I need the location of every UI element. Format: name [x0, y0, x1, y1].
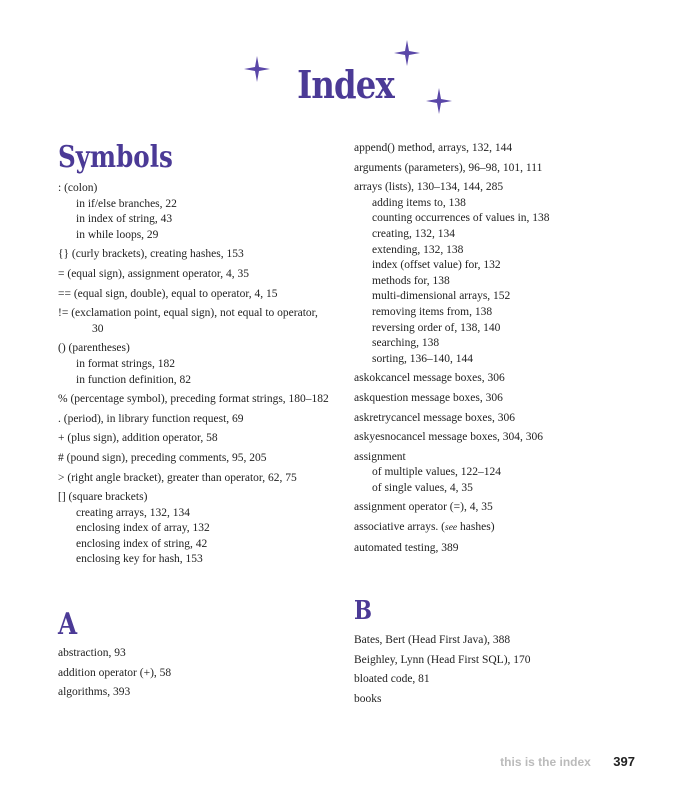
index-subentry: multi-dimensional arrays, 152 — [372, 290, 511, 303]
index-entry: [] (square brackets) — [58, 491, 148, 504]
index-subentry: extending, 132, 138 — [372, 243, 464, 256]
index-subentry: of multiple values, 122–124 — [372, 466, 502, 479]
a-continued-entries — [354, 141, 654, 556]
see-target: hashes) — [457, 521, 495, 534]
index-entry: arguments (parameters), 96–98, 101, 111 — [354, 161, 543, 174]
index-entry: arrays (lists), 130–134, 144, 285 — [354, 181, 504, 194]
index-subentry: in function definition, 82 — [76, 373, 191, 386]
index-subentry: creating, 132, 134 — [372, 227, 456, 240]
index-entry: append() method, arrays, 132, 144 — [354, 142, 513, 154]
index-entry: askokcancel message boxes, 306 — [354, 372, 505, 385]
a-entries — [58, 646, 343, 701]
index-subentry: reversing order of, 138, 140 — [372, 321, 501, 334]
footer-label: this is the index — [500, 755, 591, 769]
index-entry: addition operator (+), 58 — [58, 666, 172, 679]
index-subentry: searching, 138 — [372, 337, 440, 350]
see-word: see — [445, 523, 458, 534]
index-subentry: index (offset value) for, 132 — [372, 259, 501, 272]
index-entry: = (equal sign), assignment operator, 4, 35 — [58, 267, 249, 280]
index-subentry: creating arrays, 132, 134 — [76, 506, 191, 519]
index-subentry: counting occurrences of values in, 138 — [372, 212, 550, 225]
index-entry: . (period), in library function request, 69 — [58, 412, 244, 425]
index-subentry: enclosing index of string, 42 — [76, 537, 208, 550]
index-entry: books — [354, 692, 382, 705]
index-entry: abstraction, 93 — [58, 647, 126, 659]
page-title: Index — [297, 62, 394, 107]
index-entry: {} (curly brackets), creating hashes, 153 — [58, 248, 244, 261]
page-number: 397 — [613, 754, 635, 769]
index-entry: askretrycancel message boxes, 306 — [354, 411, 515, 424]
index-entry: : (colon) — [58, 182, 98, 194]
index-entry: Bates, Bert (Head First Java), 388 — [354, 634, 511, 646]
index-subentry: sorting, 136–140, 144 — [372, 352, 473, 365]
index-entry: algorithms, 393 — [58, 686, 131, 699]
index-entry: == (equal sign, double), equal to operator, 4, 15 — [58, 287, 278, 300]
index-entry: () (parentheses) — [58, 342, 130, 355]
index-subentry: in index of string, 43 — [76, 213, 173, 226]
index-subentry: removing items from, 138 — [372, 305, 493, 318]
page-footer — [500, 753, 635, 771]
index-entry-continuation: 30 — [92, 322, 104, 335]
index-subentry: in while loops, 29 — [76, 228, 159, 241]
index-entry-see-reference — [354, 520, 654, 537]
index-entry: Beighley, Lynn (Head First SQL), 170 — [354, 653, 531, 666]
index-entry: assignment — [354, 450, 406, 463]
index-subentry: methods for, 138 — [372, 274, 450, 287]
index-subentry: enclosing index of array, 132 — [76, 522, 210, 535]
section-heading-symbols: Symbols — [58, 140, 173, 175]
index-subentry: of single values, 4, 35 — [372, 481, 473, 494]
index-entry: askquestion message boxes, 306 — [354, 391, 503, 404]
index-subentry: enclosing key for hash, 153 — [76, 553, 203, 566]
section-heading-a: A — [58, 607, 78, 642]
index-entry: # (pound sign), preceding comments, 95, 205 — [58, 451, 267, 464]
index-entry: + (plus sign), addition operator, 58 — [58, 432, 218, 445]
index-entry: automated testing, 389 — [354, 541, 459, 554]
section-heading-b: B — [354, 596, 373, 626]
b-entries — [354, 633, 654, 707]
see-prefix: associative arrays. ( — [354, 521, 446, 534]
index-subentry: in if/else branches, 22 — [76, 197, 177, 210]
index-entry: bloated code, 81 — [354, 673, 430, 686]
symbols-entries — [58, 181, 343, 568]
index-entry: askyesnocancel message boxes, 304, 306 — [354, 431, 544, 444]
index-subentry: adding items to, 138 — [372, 196, 466, 209]
index-entry: != (exclamation point, equal sign), not equal to operator, — [58, 307, 318, 320]
index-entry: assignment operator (=), 4, 35 — [354, 501, 493, 514]
index-subentry: in format strings, 182 — [76, 357, 176, 370]
index-entry: % (percentage symbol), preceding format strings, 180–182 — [58, 393, 329, 406]
index-entry: > (right angle bracket), greater than operator, 62, 75 — [58, 471, 297, 484]
